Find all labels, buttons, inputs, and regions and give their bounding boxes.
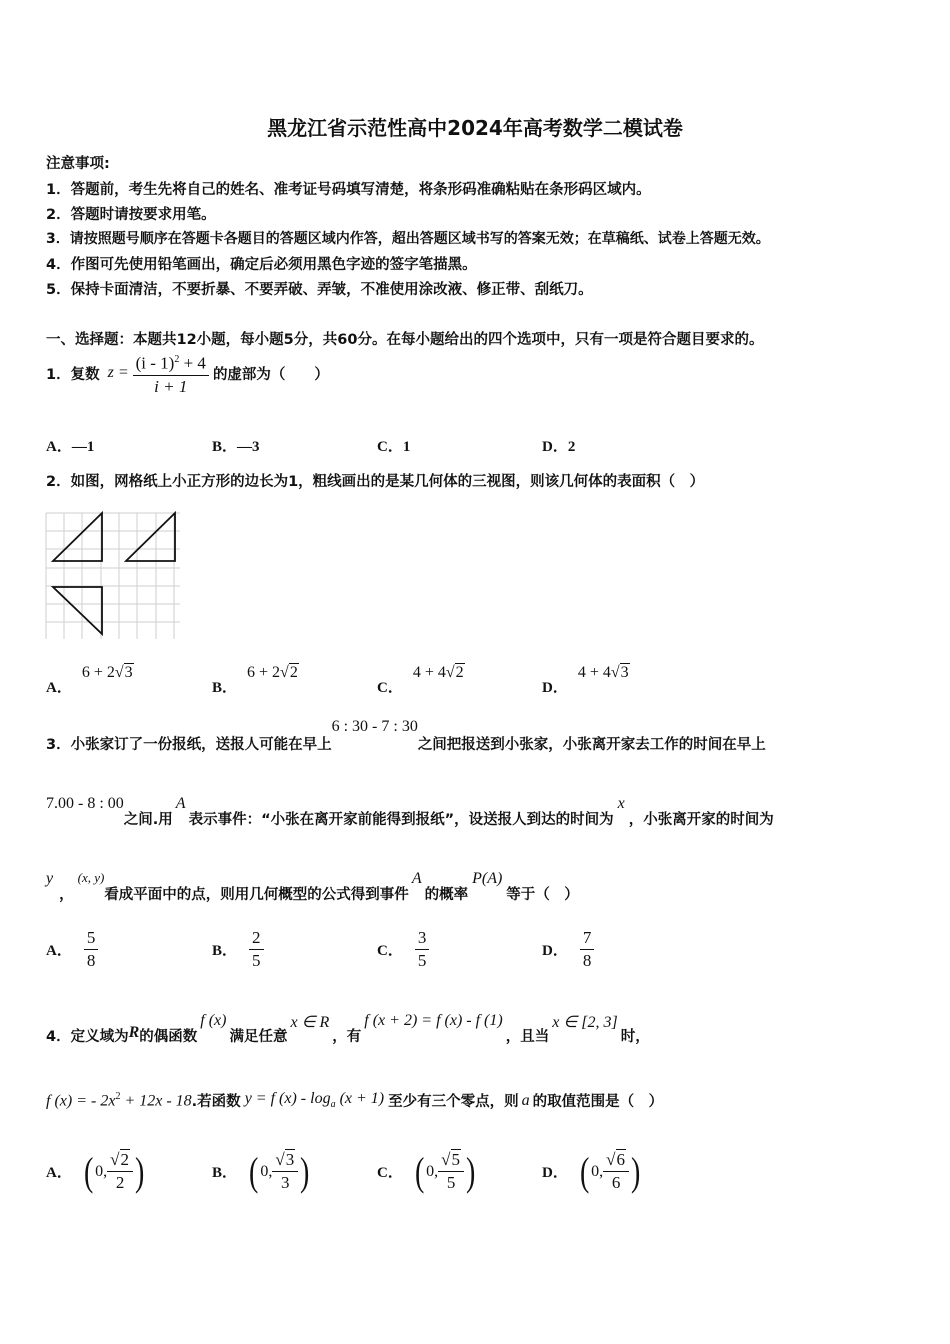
top-view-triangle [53, 587, 102, 634]
q1-num-exp: 2 [174, 354, 180, 365]
q2-option-a[interactable]: A． 6 + 2√3 [46, 664, 133, 696]
q1-option-d[interactable]: D．2 [542, 439, 576, 455]
question-4-line-1: 4．定义域为 R 的偶函数 f (x) 满足任意 x ∈ R ，有 f (x + 2) = f (x) - f (1) ，且当 x ∈ [2, 3] 时， [46, 1012, 650, 1045]
q1-num: (i - 1) [135, 353, 175, 373]
three-view-figure [44, 503, 184, 643]
q4-option-d[interactable]: D． ( 0, $\frac{√6}{6}$ ) [542, 1148, 641, 1194]
q4-eq3: y = f $(x) - \log_a (x + 1)$ [244, 1090, 385, 1111]
q4-option-c[interactable]: C． ( 0, $\frac{√5}{5}$ ) [377, 1148, 476, 1194]
question-3-line-2: 7.00 - 8 : 00 之间.用 A 表示事件：“小张在离开家前能得到报纸”，设送报人到达的时间为 x ，小张离开家的时间为 [46, 795, 774, 828]
notice-item: 4．作图可先使用铅笔画出，确定后必须用黑色字迹的签字笔描黑。 [46, 257, 477, 273]
q3-time-2: 7.00 - 8 : 00 [46, 795, 124, 812]
q1-den: i + 1 [154, 376, 188, 396]
q4-eq2: f (x) = - $2x^2 + 12x - 18$ [46, 1090, 192, 1110]
q1-option-b[interactable]: B．—3 [212, 439, 260, 455]
q1-var: z = [107, 364, 129, 382]
q4-option-a[interactable]: A． ( 0, $\frac{√2}{2}$ ) [46, 1148, 145, 1194]
question-3-line-1: 3．小张家订了一份报纸，送报人可能在早上 6 : 30 - 7 : 30 之间把报送到小张家，小张离开家去工作的时间在早上 [46, 718, 766, 753]
q3-time-1: 6 : 30 - 7 : 30 [331, 718, 418, 735]
q1-num-tail: + 4 [179, 353, 206, 373]
question-4-line-2: f (x) = - $2x^2 + 12x - 18$ .若函数 y = f $(x) - \log_a (x + 1)$ 至少有三个零点，则 a 的取值范围是（ ） [46, 1090, 664, 1111]
q1-option-a[interactable]: A．—1 [46, 439, 95, 455]
page-title: 黑龙江省示范性高中2024年高考数学二模试卷 [267, 116, 683, 140]
q2-option-c[interactable]: C． 4 + 4√2 [377, 664, 464, 696]
q3-option-b[interactable]: B． $\frac{2}{5}$ [212, 928, 264, 971]
notice-item: 2．答题时请按要求用笔。 [46, 207, 216, 223]
side-view-triangle [126, 513, 175, 561]
q3-option-a[interactable]: A． $\frac{5}{8}$ [46, 928, 98, 971]
notice-item: 5．保持卡面清洁，不要折暴、不要弄破、弄皱，不准使用涂改液、修正带、刮纸刀。 [46, 282, 593, 298]
question-2: 2．如图，网格纸上小正方形的边长为1，粗线画出的是某几何体的三视图，则该几何体的表面积（ ） [46, 474, 705, 490]
question-3-line-3: y ， (x, y) 看成平面中的点，则用几何概型的公式得到事件 A 的概率 P(A) 等于（ ） [46, 870, 579, 903]
q1-suffix: 的虚部为（ ） [212, 366, 329, 383]
notice-item: 3．请按照题号顺序在答题卡各题目的答题区域内作答，超出答题区域书写的答案无效；在草稿纸、试卷上答题无效。 [46, 231, 770, 247]
notice-item: 1．答题前，考生先将自己的姓名、准考证号码填写清楚，将条形码准确粘贴在条形码区域内。 [46, 182, 651, 198]
q2-option-b[interactable]: B． 6 + 2√2 [212, 664, 298, 696]
q1-fraction [133, 350, 209, 397]
q1-option-c[interactable]: C．1 [377, 439, 411, 455]
q1-prefix: 1．复数 [46, 366, 100, 383]
question-1 [46, 350, 329, 397]
q3-option-c[interactable]: C． $\frac{3}{5}$ [377, 928, 429, 971]
q4-option-b[interactable]: B． ( 0, $\frac{√3}{3}$ ) [212, 1148, 310, 1194]
front-view-triangle [53, 513, 102, 561]
grid-lines [46, 513, 180, 639]
q2-option-d[interactable]: D． 4 + 4√3 [542, 664, 629, 696]
q3-option-d[interactable]: D． $\frac{7}{8}$ [542, 928, 594, 971]
section-heading: 一、选择题：本题共12小题，每小题5分，共60分。在每小题给出的四个选项中，只有一项是符合题目要求的。 [46, 332, 764, 348]
notice-heading: 注意事项: [46, 156, 110, 172]
